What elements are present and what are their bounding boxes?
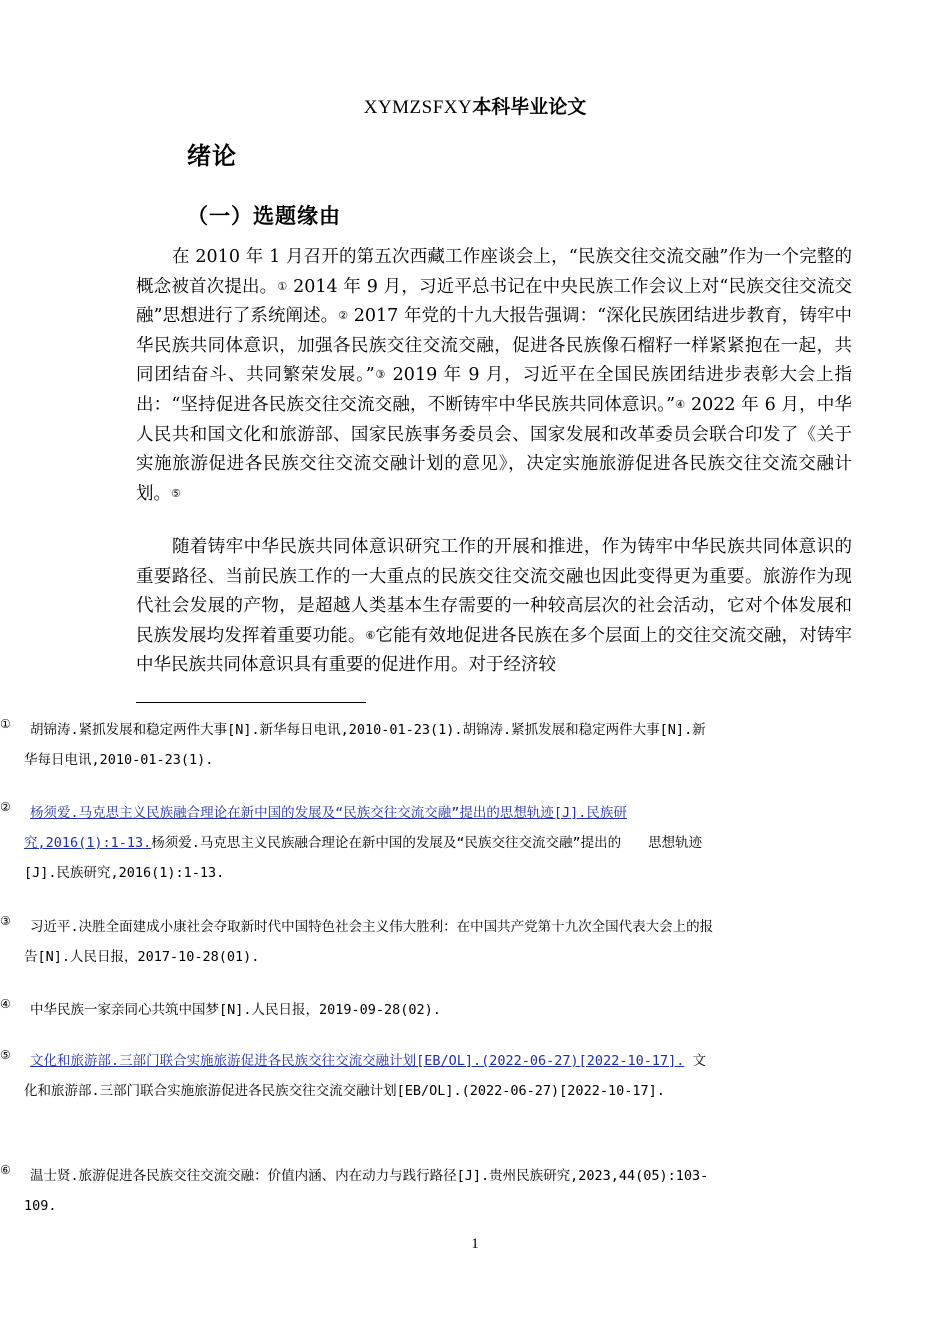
footnote-link[interactable]: 文化和旅游部.三部门联合实施旅游促进各民族交往交流交融计划[EB/OL].(2022-06-27)[2022-10-17]. <box>30 1053 685 1069</box>
footnote-mark: ④ <box>0 997 11 1011</box>
footnote-2 <box>0 798 716 888</box>
header-title: 本科毕业论文 <box>472 96 587 118</box>
body-paragraph-2 <box>136 533 852 681</box>
sentence: 在 2010 年 1 月召开的第五次西藏工作座谈会上，“民族交往交流交融”作为一个完整的概念被首次提出。 <box>136 247 852 297</box>
footnote-ref-4[interactable]: ④ <box>675 397 686 411</box>
footnote-mark: ① <box>0 717 11 731</box>
page-number: 1 <box>471 1236 479 1252</box>
footnote-ref-3[interactable]: ③ <box>374 368 387 382</box>
section-heading: （一）选题缘由 <box>187 204 341 228</box>
footnote-ref-5[interactable]: ⑤ <box>171 486 181 500</box>
footnote-4 <box>0 995 716 1025</box>
footnote-mark: ⑤ <box>0 1048 11 1062</box>
footnote-link[interactable]: 杨须爱.马克思主义民族融合理论在新中国的发展及“民族交往交流交融”提出的思想轨迹[J].民族研究,2016(1):1-13. <box>24 805 627 851</box>
chapter-heading: 绪论 <box>187 142 237 170</box>
footnote-ref-6[interactable]: ⑥ <box>365 628 376 642</box>
footnote-1 <box>0 715 716 775</box>
footnote-text: 胡锦涛.紧抓发展和稳定两件大事[N].新华每日电讯,2010-01-23(1).胡锦涛.紧抓发展和稳定两件大事[N].新华每日电讯,2010-01-23(1). <box>24 722 706 768</box>
footnote-ref-2[interactable]: ② <box>338 309 349 323</box>
sentence: 它能有效地促进各民族在多个层面上的交往交流交融，对铸牢中华民族共同体意识具有重要的促进作用。对于经济较 <box>136 625 852 676</box>
footnote-separator <box>136 702 366 703</box>
sentence: 2022 年 6 月，中华人民共和国文化和旅游部、国家民族事务委员会、国家发展和改革委员会联合印发了《关于实施旅游促进各民族交往交流交融计划的意见》，决定实施旅游促进各民族交往交流交融计划。 <box>136 394 852 504</box>
footnote-mark: ③ <box>0 914 11 928</box>
footnote-5 <box>0 1046 716 1106</box>
body-paragraph-1 <box>136 243 852 509</box>
footnote-ref-1[interactable]: ① <box>277 279 288 293</box>
footnote-3 <box>0 912 716 972</box>
footnote-text: 中华民族一家亲同心共筑中国梦[N].人民日报，2019-09-28(02). <box>30 1002 441 1018</box>
footnote-text: 文化和旅游部.三部门联合实施旅游促进各民族交往交流交融计划[EB/OL].(2022-06-27)[2022-10-17]. <box>24 1053 706 1099</box>
running-header <box>0 92 950 119</box>
sentence: 2014 年 9 月，习近平总书记在中央民族工作会议上对“民族交往交流交融”思想进行了系统阐述。 <box>136 276 852 327</box>
sentence: 2017 年党的十九大报告强调：“深化民族团结进步教育，铸牢中华民族共同体意识，加强各民族交往交流交融，促进各民族像石榴籽一样紧紧抱在一起，共同团结奋斗、共同繁荣发展。” <box>136 306 852 386</box>
footnote-6 <box>0 1161 716 1221</box>
footnote-mark: ② <box>0 800 11 814</box>
footnote-mark: ⑥ <box>0 1163 11 1177</box>
sentence: 随着铸牢中华民族共同体意识研究工作的开展和推进，作为铸牢中华民族共同体意识的重要路径、当前民族工作的一大重点的民族交往交流交融也因此变得更为重要。旅游作为现代社会发展的产物，是超越人类基本生存需要的一种较高层次的社会活动，它对个体发展和民族发展均发挥着重要功能。 <box>136 537 852 646</box>
header-latin: XYMZSFXY <box>363 97 473 118</box>
footnote-text: 习近平.决胜全面建成小康社会夺取新时代中国特色社会主义伟大胜利：在中国共产党第十九次全国代表大会上的报告[N].人民日报，2017-10-28(01). <box>24 919 714 965</box>
footnote-text: 温士贤.旅游促进各民族交往交流交融：价值内涵、内在动力与践行路径[J].贵州民族研究,2023,44(05):103-109. <box>24 1168 709 1214</box>
footnote-text: 杨须爱.马克思主义民族融合理论在新中国的发展及“民族交往交流交融”提出的 思想轨迹[J].民族研究,2016(1):1-13. <box>24 835 703 881</box>
sentence: 2019 年 9 月，习近平在全国民族团结进步表彰大会上指出：“坚持促进各民族交往交流交融，不断铸牢中华民族共同体意识。” <box>136 365 852 415</box>
